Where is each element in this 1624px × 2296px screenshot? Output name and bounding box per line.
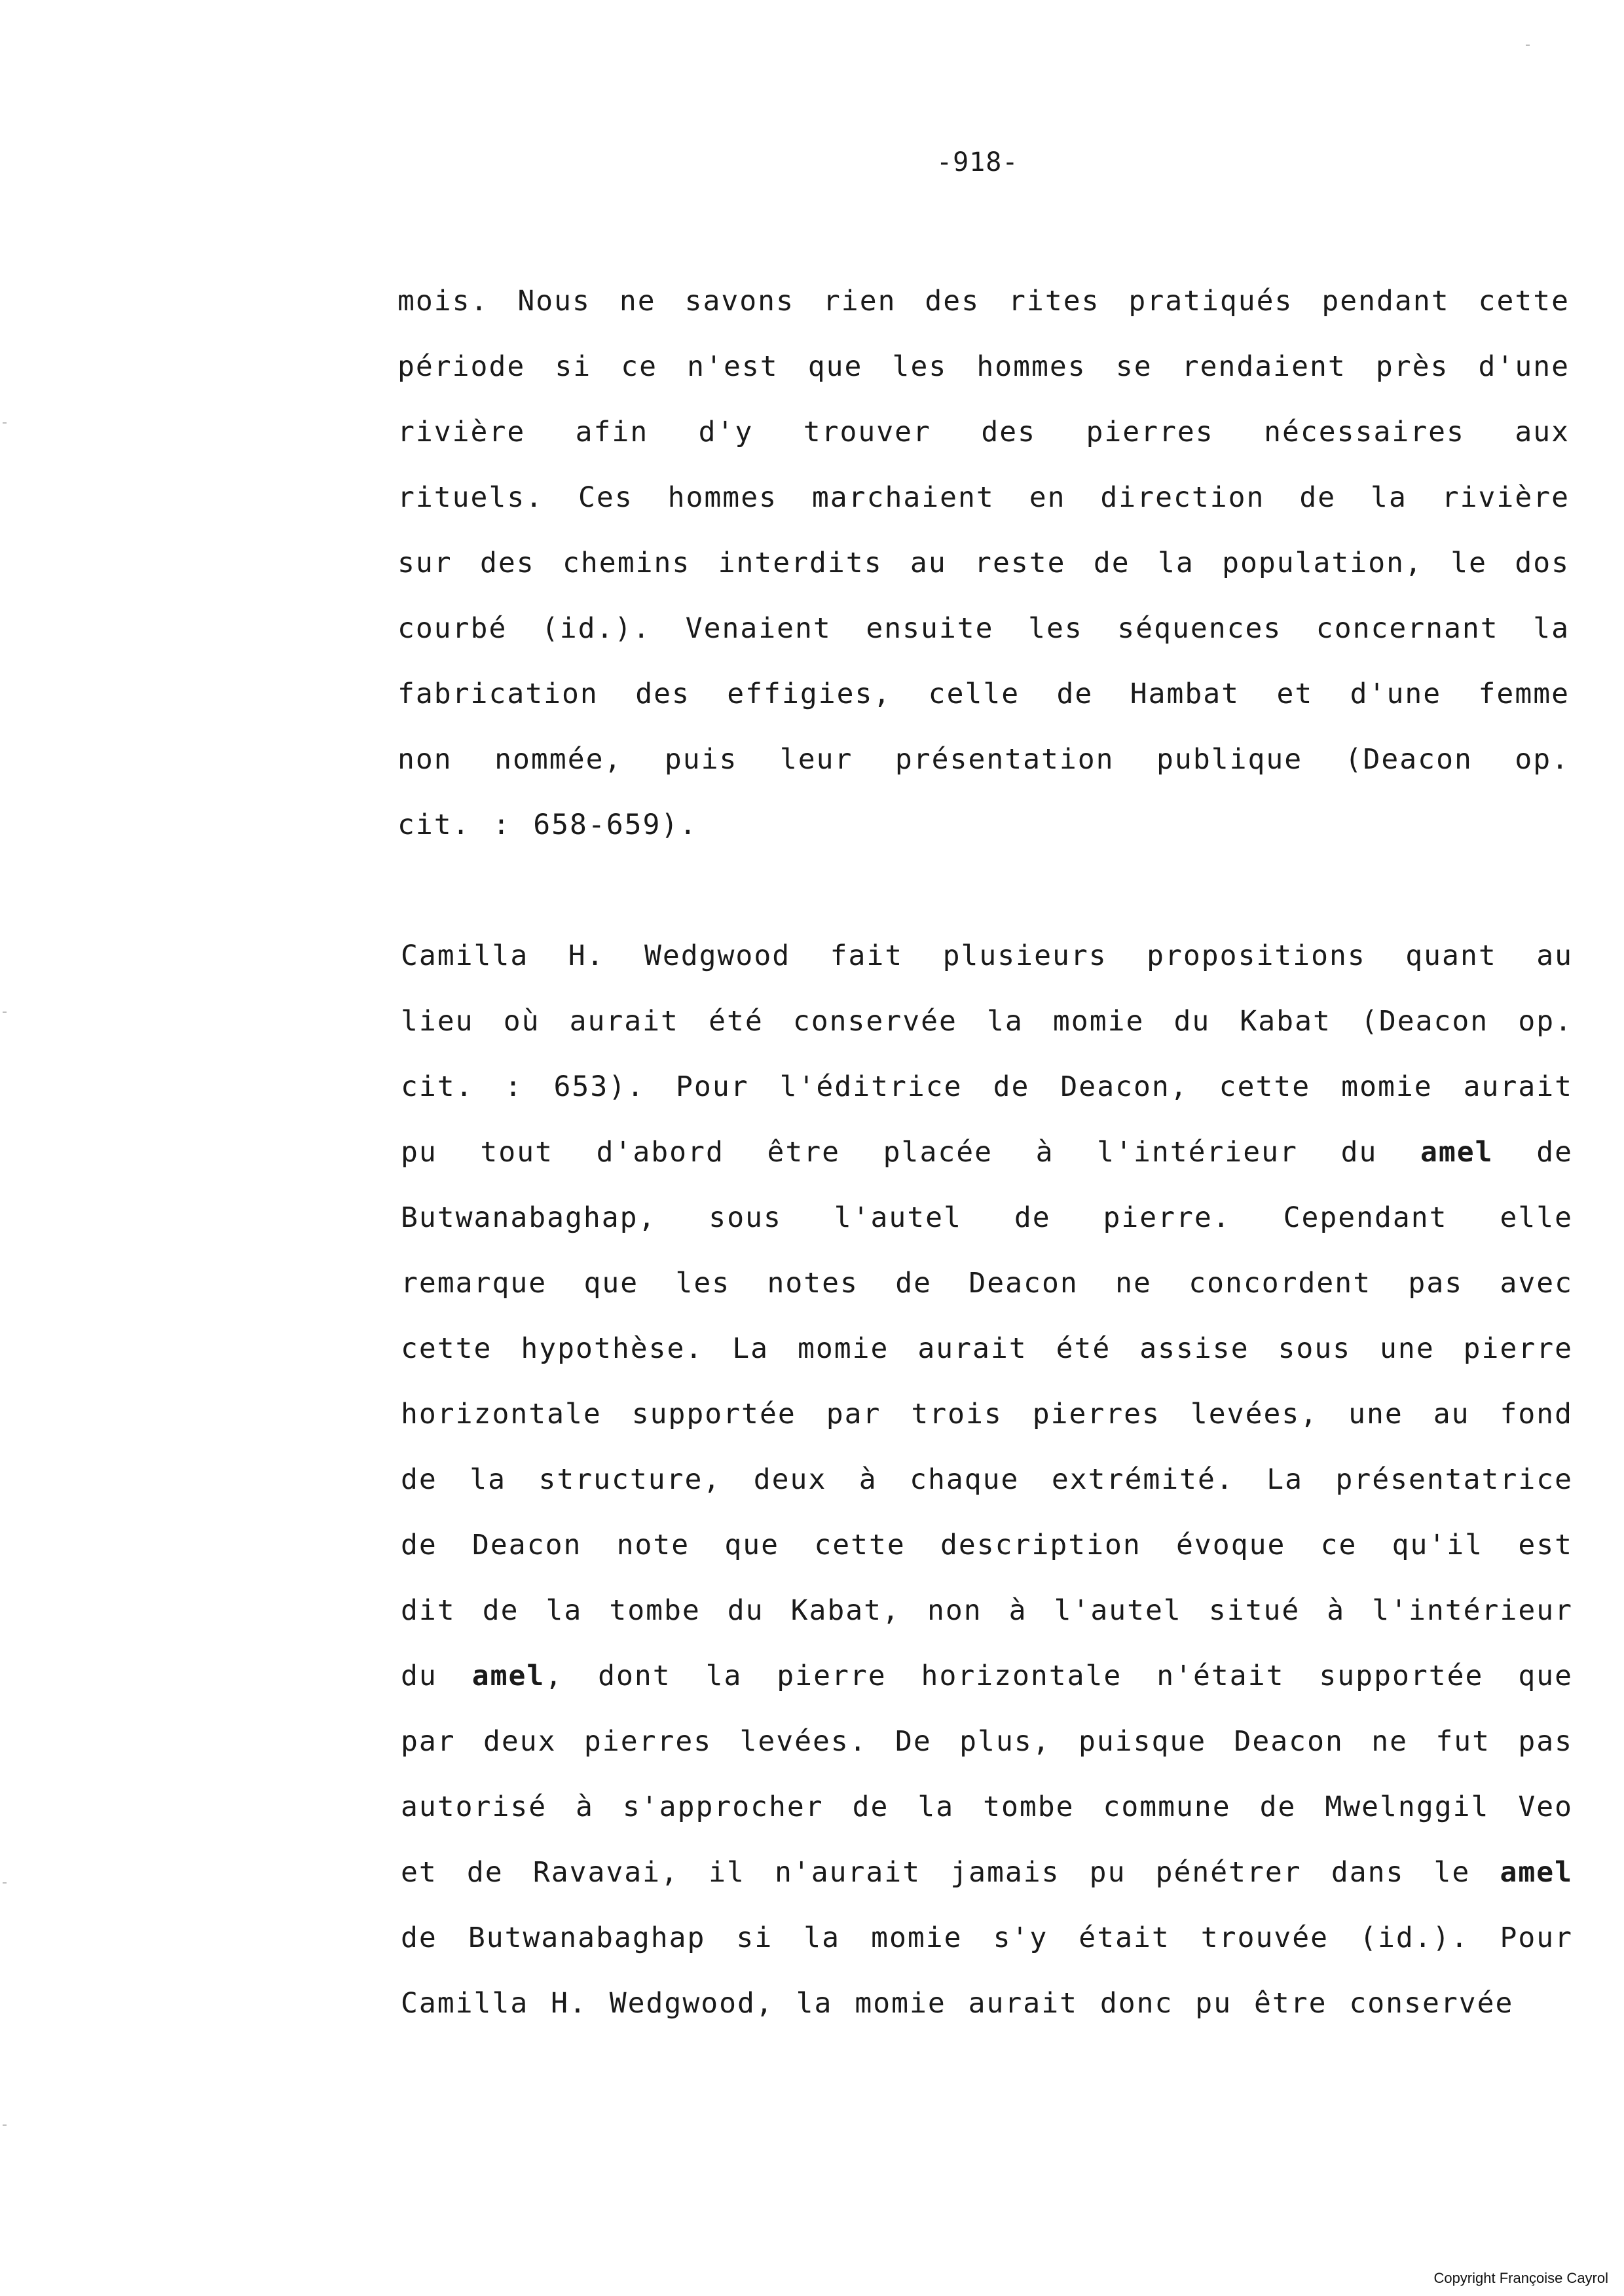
text-line: mois. Nous ne savons rien des rites pratiqués pendant cette [397, 285, 1570, 318]
text-line: Camilla H. Wedgwood fait plusieurs propositions quant au [401, 939, 1573, 972]
bold-term: amel [471, 1660, 545, 1692]
text-line: cit. : 653). Pour l'éditrice de Deacon, cette momie aurait [401, 1070, 1573, 1103]
text-segment: et de Ravavai, il n'aurait jamais pu pénétrer dans le [401, 1856, 1500, 1889]
text-line: rituels. Ces hommes marchaient en direction de la rivière [397, 481, 1570, 514]
bold-term: amel [1500, 1856, 1573, 1889]
scan-mark [3, 1011, 7, 1013]
text-line: horizontale supportée par trois pierres levées, une au fond [401, 1398, 1573, 1430]
text-line: dit de la tombe du Kabat, non à l'autel situé à l'intérieur [401, 1594, 1573, 1627]
text-line: remarque que les notes de Deacon ne concordent pas avec [401, 1267, 1573, 1300]
text-line: de la structure, deux à chaque extrémité. La présentatrice [401, 1463, 1573, 1496]
text-line: cette hypothèse. La momie aurait été assise sous une pierre [401, 1332, 1573, 1365]
text-segment: pu tout d'abord être placée à l'intérieur du [401, 1136, 1421, 1169]
scan-mark [3, 1882, 7, 1884]
bold-term: amel [1420, 1136, 1494, 1169]
scan-mark [3, 422, 7, 424]
copyright-notice: Copyright Françoise Cayrol [1433, 2270, 1608, 2286]
text-segment: du [401, 1660, 472, 1692]
text-line: fabrication des effigies, celle de Hambat et d'une femme [397, 678, 1570, 710]
text-segment: , dont la pierre horizontale n'était supportée que [545, 1660, 1573, 1692]
text-line: rivière afin d'y trouver des pierres nécessaires aux [397, 416, 1570, 448]
page-number: -918- [936, 147, 1019, 177]
text-line: lieu où aurait été conservée la momie du Kabat (Deacon op. [401, 1005, 1573, 1038]
text-line: autorisé à s'approcher de la tombe commune de Mwelnggil Veo [401, 1791, 1573, 1823]
text-line: période si ce n'est que les hommes se rendaient près d'une [397, 350, 1570, 383]
scan-mark [3, 2124, 7, 2126]
paragraph-2 [401, 923, 1573, 2036]
paragraph-1 [397, 268, 1570, 858]
text-line: courbé (id.). Venaient ensuite les séquences concernant la [397, 612, 1570, 645]
scan-mark [1526, 45, 1530, 46]
text-line: de Deacon note que cette description évoque ce qu'il est [401, 1529, 1573, 1561]
text-line [401, 1120, 1573, 1185]
text-segment: de [1493, 1136, 1573, 1169]
text-line: cit. : 658-659). [397, 809, 698, 841]
text-line: de Butwanabaghap si la momie s'y était trouvée (id.). Pour [401, 1922, 1573, 1954]
text-line [401, 1840, 1573, 1905]
text-line: sur des chemins interdits au reste de la population, le dos [397, 547, 1570, 579]
text-line: Camilla H. Wedgwood, la momie aurait donc pu être conservée [401, 1987, 1514, 2020]
text-line: par deux pierres levées. De plus, puisque Deacon ne fut pas [401, 1725, 1573, 1758]
text-line: non nommée, puis leur présentation publique (Deacon op. [397, 743, 1570, 776]
text-line [401, 1643, 1573, 1709]
text-line: Butwanabaghap, sous l'autel de pierre. Cependant elle [401, 1201, 1573, 1234]
